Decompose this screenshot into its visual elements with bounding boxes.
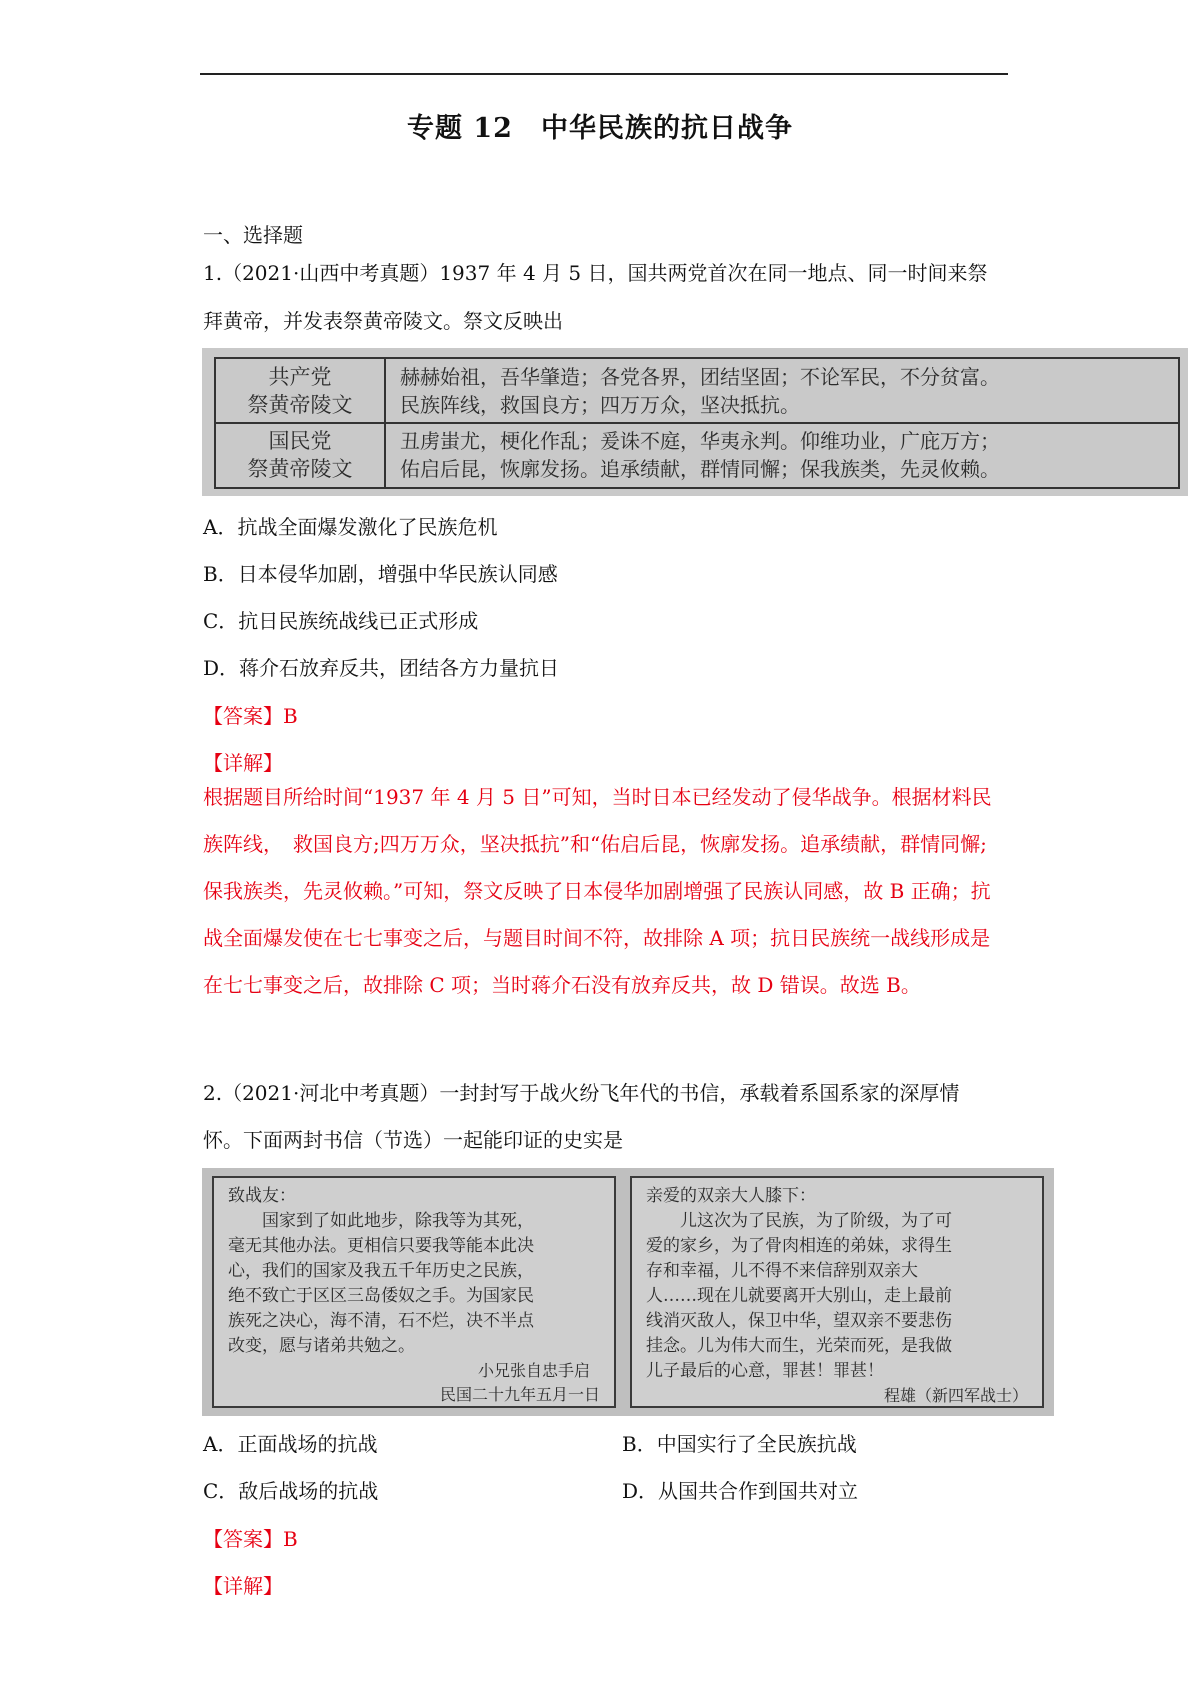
- q2-option-c: C．敌后战场的抗战: [203, 1479, 379, 1503]
- table-cell: 佑启后昆，恢廓发扬。追承绩献，群情同懈；保我族类，先灵攸赖。: [400, 457, 1000, 481]
- header-rule: [200, 73, 1008, 75]
- letter-line: 致战友：: [228, 1186, 296, 1206]
- q1-stem-line2: 拜黄帝，并发表祭黄帝陵文。祭文反映出: [203, 309, 563, 333]
- table-cell: 丑虏蚩尤，梗化作乱；爰诛不庭，华夷永判。仰维功业，广庇万方；: [400, 429, 1000, 453]
- q2-option-b: B．中国实行了全民族抗战: [622, 1432, 857, 1456]
- letter-line: 线消灭敌人，保卫中华，望双亲不要悲伤: [646, 1311, 952, 1331]
- page-title: 专题 12 中华民族的抗日战争: [407, 113, 793, 144]
- letter-line: 存和幸福，儿不得不来信辞别双亲大: [646, 1261, 918, 1281]
- letter-line: 挂念。儿为伟大而生，光荣而死，是我做: [646, 1336, 952, 1356]
- q2-option-a: A．正面战场的抗战: [203, 1432, 378, 1456]
- letter-line: 人……现在儿就要离开大别山，走上最前: [646, 1286, 952, 1306]
- letter-signature: 小兄张自忠手启: [477, 1361, 590, 1380]
- letter-line: 绝不致亡于区区三岛倭奴之手。为国家民: [228, 1286, 534, 1306]
- table-row-head: 祭黄帝陵文: [247, 393, 353, 417]
- table-divider: [216, 422, 1178, 424]
- letter-line: 族死之决心，海不清，石不烂，决不半点: [228, 1311, 534, 1331]
- q2-answer: 【答案】B: [203, 1527, 298, 1551]
- table-row-head: 祭黄帝陵文: [247, 457, 353, 481]
- table-cell: 民族阵线，救国良方；四万万众，坚决抵抗。: [400, 393, 800, 417]
- table-row-head: 共产党: [268, 365, 332, 389]
- table-cell: 赫赫始祖，吾华肇造；各党各界，团结坚固；不论军民，不分贫富。: [400, 365, 1000, 389]
- q1-detail-label: 【详解】: [203, 751, 283, 775]
- q1-option-d: D．蒋介石放弃反共，团结各方力量抗日: [203, 656, 560, 680]
- q1-material-photo: [202, 348, 1188, 496]
- q2-stem-line2: 怀。下面两封书信（节选）一起能印证的史实是: [203, 1128, 623, 1152]
- q1-option-b: B．日本侵华加剧，增强中华民族认同感: [203, 562, 558, 586]
- section-heading: 一、选择题: [203, 223, 303, 247]
- letter-line: 心，我们的国家及我五千年历史之民族，: [228, 1261, 534, 1281]
- q1-answer: 【答案】B: [203, 704, 298, 728]
- letter-line: 毫无其他办法。更相信只要我等能本此决: [228, 1236, 534, 1256]
- letter-line: 儿子最后的心意，罪甚！罪甚！: [646, 1361, 884, 1381]
- q2-stem-line1: 2.（2021·河北中考真题）一封封写于战火纷飞年代的书信，承载着系国系家的深厚情: [203, 1081, 960, 1105]
- letter-line: 亲爱的双亲大人膝下：: [646, 1186, 816, 1206]
- table-row-head: 国民党: [268, 429, 332, 453]
- q2-option-d: D．从国共合作到国共对立: [622, 1479, 859, 1503]
- letter-cheng-xiong: [630, 1176, 1044, 1408]
- q2-letters-photo: [202, 1168, 1054, 1416]
- q1-option-c: C．抗日民族统战线已正式形成: [203, 609, 479, 633]
- letter-line: 儿这次为了民族，为了阶级，为了可: [646, 1211, 952, 1231]
- q1-detail-text: 根据题目所给时间“1937 年 4 月 5 日”可知，当时日本已经发动了侵华战争。根据材料民族阵线， 救国良方;四万万众，坚决抵抗”和“佑启后昆，恢廓发扬。追承绩献，群情同懈;保我族类，先灵攸赖。”可知，祭文反映了日本侵华加剧增强了民族认同感，故 B 正确；抗战全面爆发使在七七事变之后，与题目时间不符，故排除 A 项；抗日民族统一战线形成是在七七事变之后，故排除 C 项；当时蒋介石没有放弃反共，故 D 错误。故选 B。: [203, 785, 992, 997]
- letter-line: 国家到了如此地步，除我等为其死，: [228, 1211, 534, 1231]
- letter-line: 改变，愿与诸弟共勉之。: [228, 1336, 415, 1356]
- letter-zhang-zizhong: [212, 1176, 616, 1408]
- q1-material-table: [214, 357, 1180, 489]
- letter-signature: 程雄（新四军战士）: [883, 1386, 1028, 1405]
- q2-detail-label: 【详解】: [203, 1574, 283, 1598]
- q1-stem-line1: 1.（2021·山西中考真题）1937 年 4 月 5 日，国共两党首次在同一地点、同一时间来祭: [203, 261, 988, 285]
- letter-line: 爱的家乡，为了骨肉相连的弟妹，求得生: [646, 1236, 952, 1256]
- q1-option-a: A．抗战全面爆发激化了民族危机: [203, 515, 498, 539]
- letter-date: 民国二十九年五月一日: [439, 1385, 600, 1404]
